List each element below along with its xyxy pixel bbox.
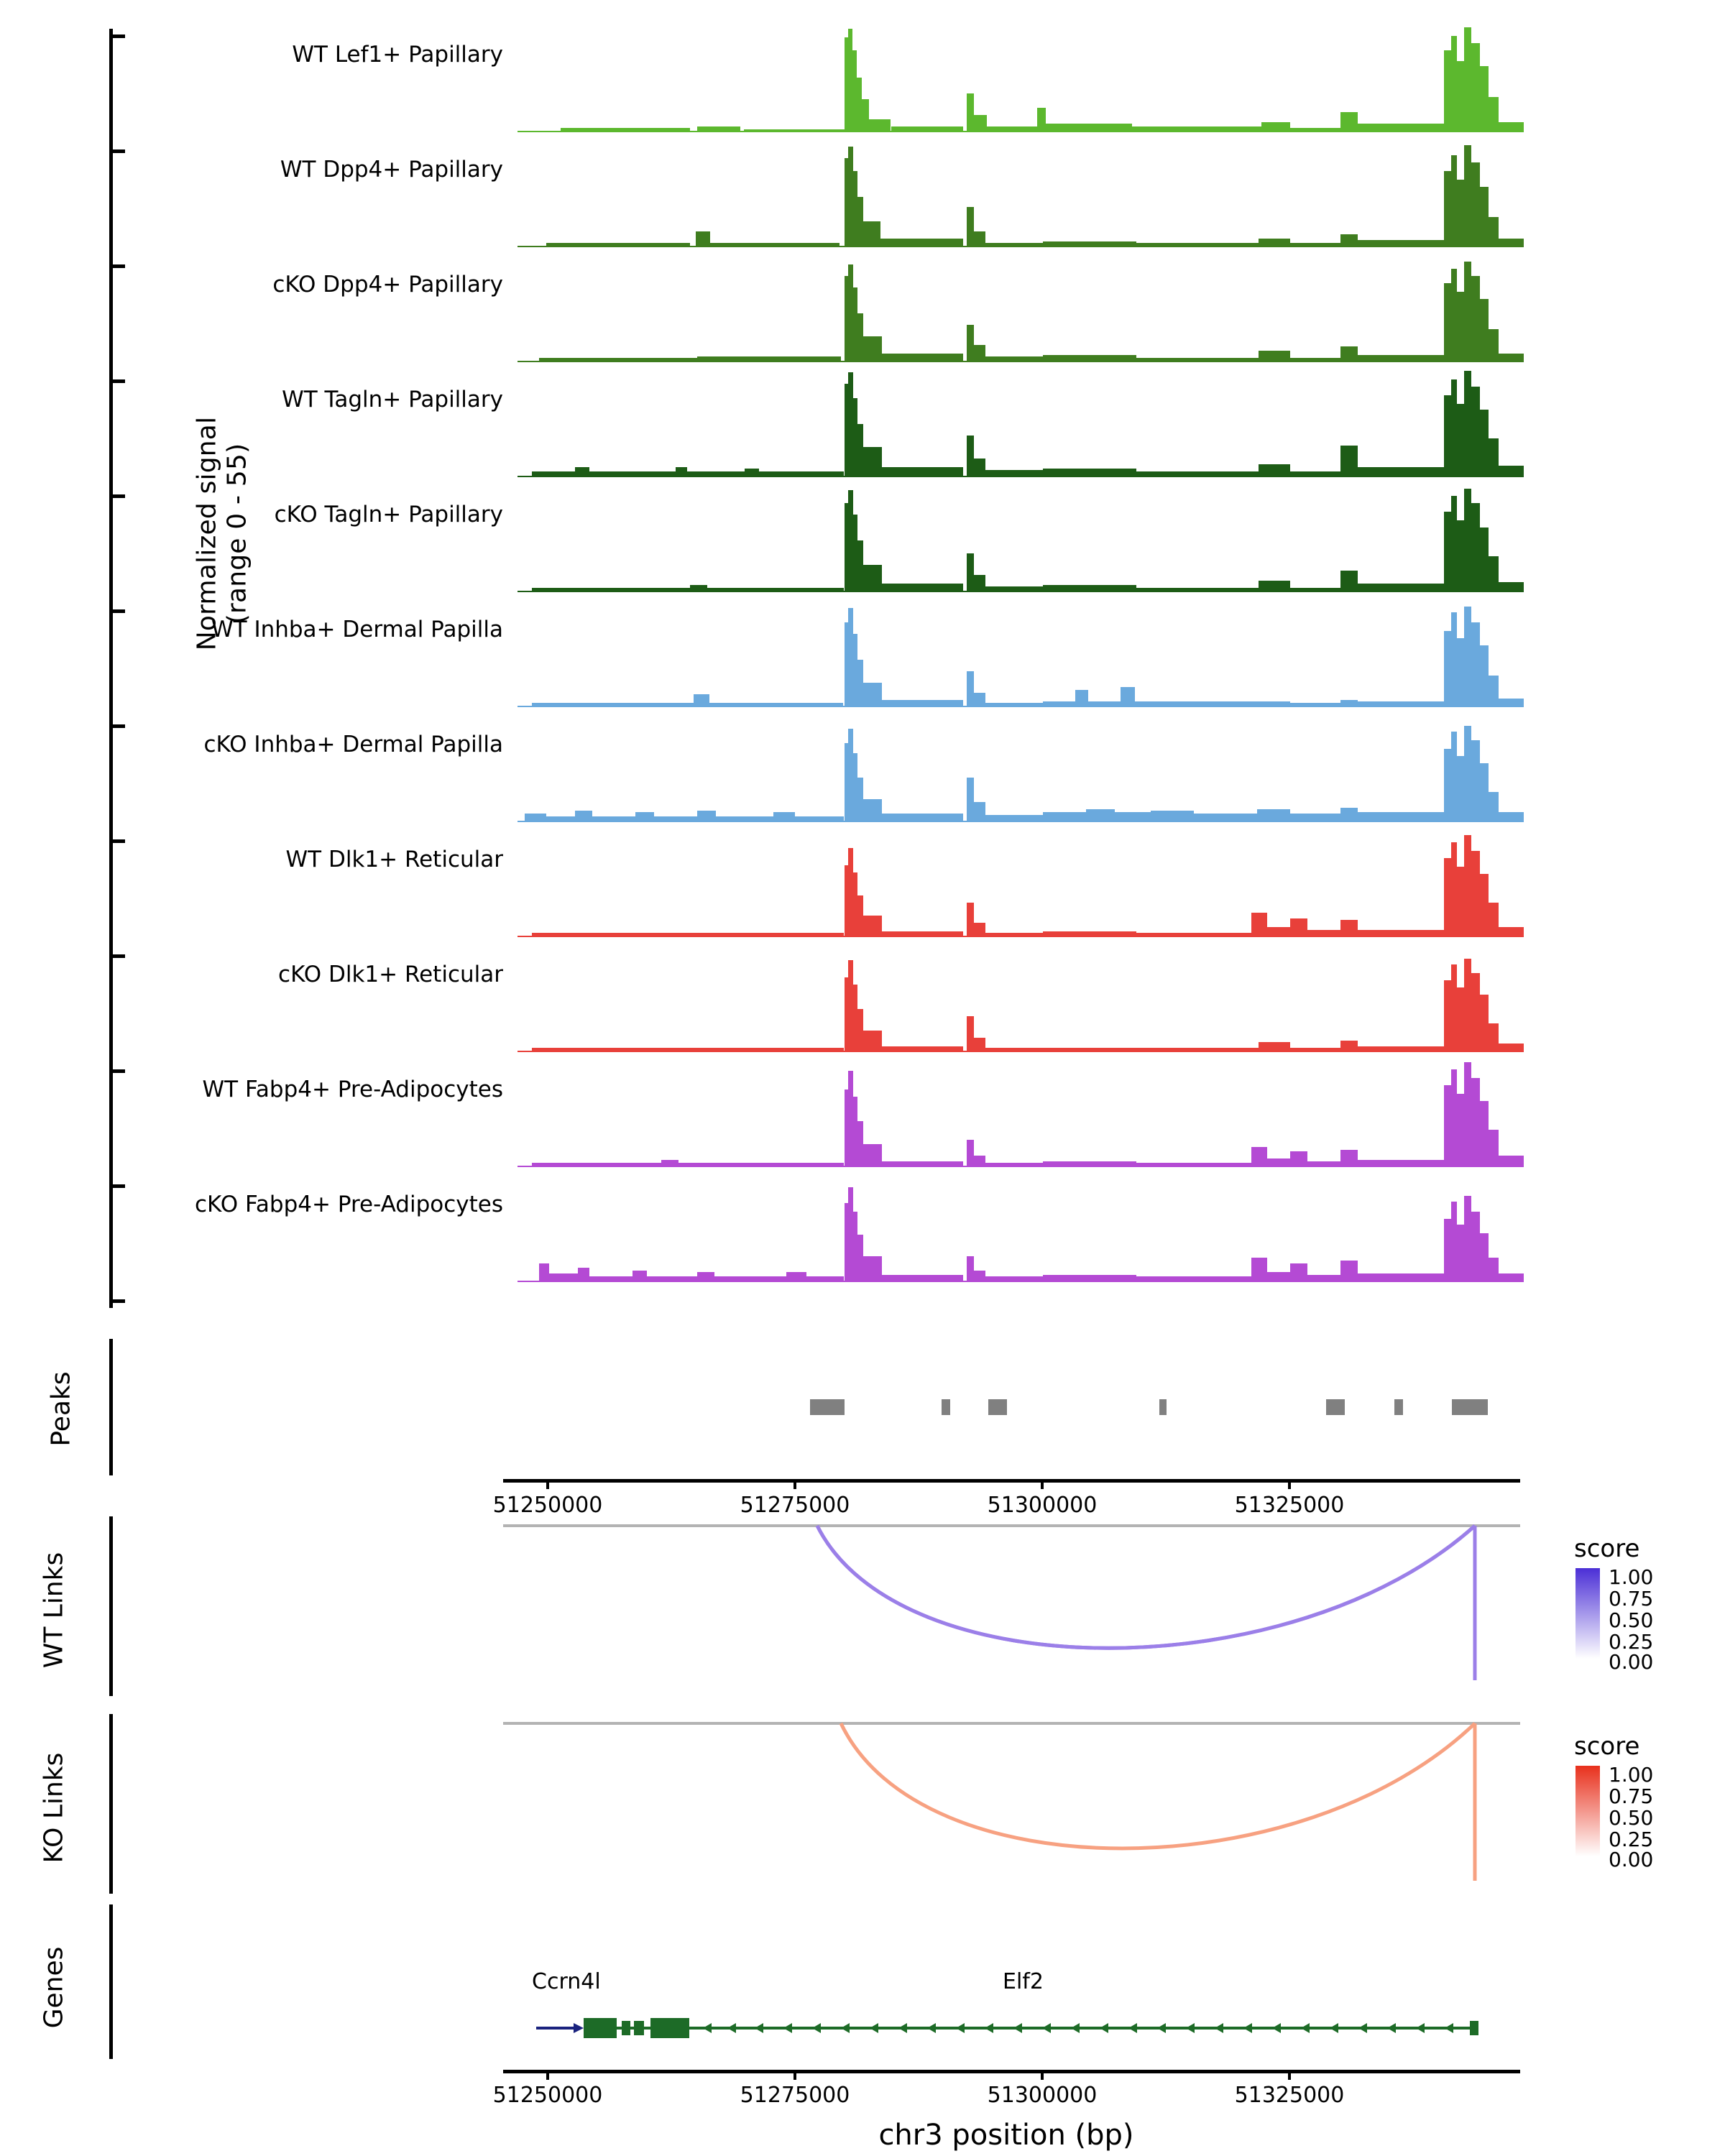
track-plot [518, 826, 1524, 941]
track-plot [518, 22, 1524, 137]
track-label: WT Dpp4+ Papillary [280, 157, 503, 183]
coverage-track [122, 252, 1560, 367]
track-plot [518, 596, 1524, 711]
track-plot [518, 482, 1524, 596]
x-axis-tick [546, 1479, 549, 1489]
wt-links-axis-line [109, 1516, 113, 1696]
track-label: WT Lef1+ Papillary [292, 42, 503, 68]
track-label: WT Fabp4+ Pre-Adipocytes [202, 1077, 503, 1102]
track-plot [518, 711, 1524, 826]
legend-title: score [1574, 1534, 1640, 1563]
peak-feature[interactable] [810, 1399, 845, 1415]
peak-feature[interactable] [1326, 1399, 1345, 1415]
ko-links-legend [1574, 1732, 1639, 1766]
ko-links-plot [503, 1714, 1524, 1894]
ko-links-legend-colorbar [1576, 1766, 1604, 1859]
legend-tick-label: 0.50 [1609, 1608, 1654, 1632]
ko-links-panel-label: KO Links [39, 1752, 69, 1864]
track-plot [518, 941, 1524, 1056]
coverage-track [122, 22, 1560, 137]
wt-links-panel [0, 1509, 1725, 1700]
gene-label-elf2: Elf2 [1003, 1969, 1044, 1994]
coverage-track [122, 1056, 1560, 1171]
peaks-x-axis [503, 1479, 1520, 1483]
x-axis-tick-label: 51250000 [492, 2083, 603, 2108]
x-axis-tick [794, 1479, 796, 1489]
legend-tick-label: 0.00 [1609, 1650, 1654, 1674]
coverage-track [122, 137, 1560, 252]
peak-feature[interactable] [1394, 1399, 1403, 1415]
wt-links-legend-colorbar [1576, 1568, 1604, 1662]
coverage-track [122, 711, 1560, 826]
legend-tick-label: 0.00 [1609, 1848, 1654, 1871]
peaks-panel-label: Peaks [46, 1371, 76, 1447]
legend-tick-label: 0.75 [1609, 1587, 1654, 1611]
legend-tick-label: 0.50 [1609, 1806, 1654, 1830]
track-label: cKO Inhba+ Dermal Papilla [203, 732, 503, 757]
track-label: cKO Dpp4+ Papillary [272, 272, 503, 298]
x-axis-title: chr3 position (bp) [878, 2119, 1134, 2152]
x-axis-tick [546, 2070, 549, 2080]
x-axis-tick-label: 51300000 [987, 2083, 1098, 2108]
genes-panel [0, 1897, 1725, 2156]
x-axis-tick-label: 51325000 [1234, 1493, 1345, 1518]
gene-label-ccrn4l: Ccrn4l [532, 1969, 601, 1994]
x-axis-tick-label: 51325000 [1234, 2083, 1345, 2108]
genes-track[interactable] [503, 2005, 1524, 2055]
legend-tick-label: 1.00 [1609, 1763, 1654, 1787]
track-plot [518, 367, 1524, 482]
legend-tick-label: 1.00 [1609, 1565, 1654, 1589]
track-plot [518, 137, 1524, 252]
coverage-track [122, 482, 1560, 596]
peak-feature[interactable] [988, 1399, 1007, 1415]
coverage-track [122, 941, 1560, 1056]
track-label: WT Inhba+ Dermal Papilla [211, 617, 503, 642]
genes-x-axis [503, 2070, 1520, 2073]
track-label: WT Dlk1+ Reticular [285, 847, 503, 872]
wt-links-panel-label: WT Links [39, 1552, 69, 1669]
wt-links-legend [1574, 1534, 1639, 1569]
legend-tick-label: 0.75 [1609, 1784, 1654, 1808]
legend-tick-label: 0.25 [1609, 1828, 1654, 1851]
track-label: cKO Tagln+ Papillary [274, 502, 503, 528]
track-plot [518, 252, 1524, 367]
coverage-axis-line [109, 29, 113, 1308]
peak-feature[interactable] [1452, 1399, 1488, 1415]
peak-feature[interactable] [1159, 1399, 1167, 1415]
coverage-track [122, 596, 1560, 711]
x-axis-tick [1288, 1479, 1291, 1489]
peaks-axis-line [109, 1339, 113, 1475]
x-axis-tick-label: 51250000 [492, 1493, 603, 1518]
x-axis-tick-label: 51275000 [740, 2083, 850, 2108]
peaks-panel [0, 1333, 1725, 1518]
y-axis-label-line1: Normalized signal [192, 416, 222, 651]
legend-tick-label: 0.25 [1609, 1630, 1654, 1654]
legend-title: score [1574, 1732, 1640, 1761]
genes-panel-label: Genes [39, 1946, 69, 2029]
x-axis-tick [1041, 2070, 1044, 2080]
coverage-track [122, 1171, 1560, 1286]
x-axis-tick [1041, 1479, 1044, 1489]
coverage-track [122, 367, 1560, 482]
track-plot [518, 1171, 1524, 1286]
ko-links-axis-line [109, 1714, 113, 1894]
track-label: cKO Fabp4+ Pre-Adipocytes [195, 1192, 503, 1217]
x-axis-tick-label: 51275000 [740, 1493, 850, 1518]
y-axis-label-line2: (range 0 - 55) [223, 443, 252, 625]
genes-axis-line [109, 1904, 113, 2059]
coverage-axis-tick [109, 1299, 125, 1303]
x-axis-tick [1288, 2070, 1291, 2080]
wt-links-plot [503, 1516, 1524, 1696]
x-axis-tick-label: 51300000 [987, 1493, 1098, 1518]
peak-feature[interactable] [942, 1399, 950, 1415]
x-axis-tick [794, 2070, 796, 2080]
track-label: cKO Dlk1+ Reticular [278, 962, 503, 987]
track-label: WT Tagln+ Papillary [282, 387, 503, 413]
coverage-track [122, 826, 1560, 941]
track-plot [518, 1056, 1524, 1171]
ko-links-panel [0, 1707, 1725, 1897]
